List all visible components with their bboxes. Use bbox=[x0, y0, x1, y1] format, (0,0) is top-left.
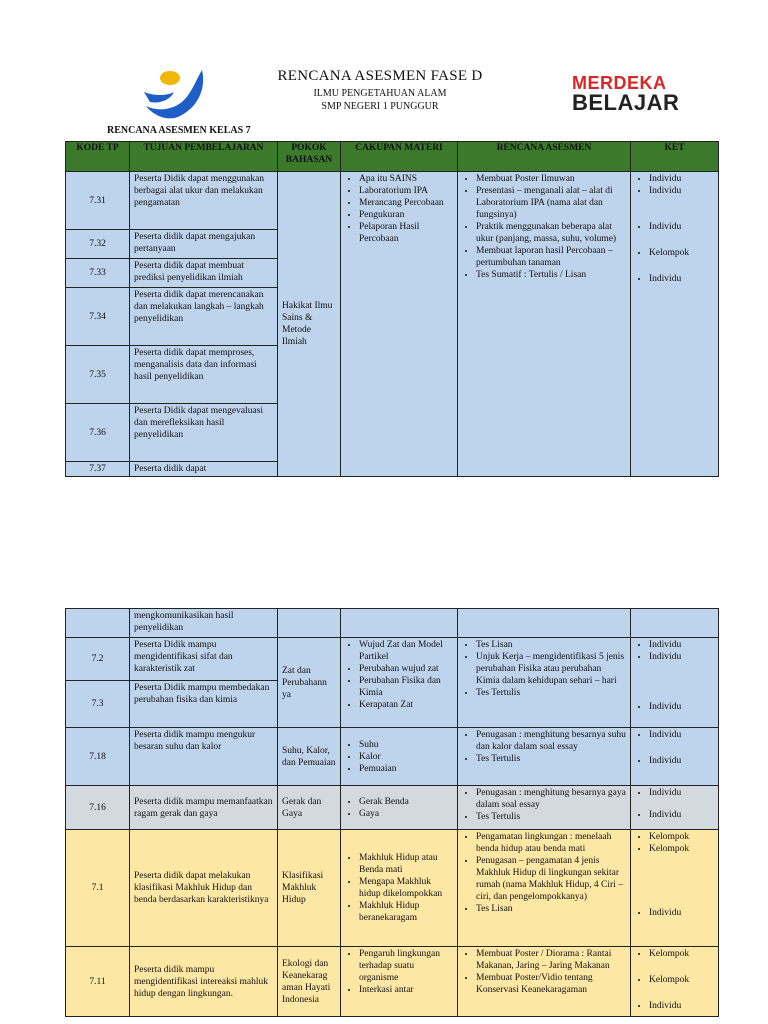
list-item: • Penugasan : menghitung besarnya suhu dan kalor dalam soal essay bbox=[476, 729, 626, 753]
list-item: • Individu bbox=[649, 809, 714, 821]
table-row bbox=[66, 609, 719, 638]
pokok-cell: Suhu, Kalor, dan Pemuaian bbox=[278, 728, 341, 786]
kode-cell: 7.32 bbox=[66, 230, 130, 259]
ket-cell bbox=[631, 172, 719, 477]
list-item: • Kelompok bbox=[649, 974, 714, 986]
list-item: • Laboratorium IPA bbox=[359, 185, 453, 197]
cakupan-cell bbox=[341, 947, 458, 1017]
list-item: • Individu bbox=[649, 185, 714, 197]
list-item: • Pengukuran bbox=[359, 209, 453, 221]
list-item: • Merancang Percobaan bbox=[359, 197, 453, 209]
list-item: • Kelompok bbox=[649, 843, 714, 855]
tujuan-cell: Peserta Didik mampu membedakan perubahan fisika dan kimia bbox=[130, 681, 278, 728]
rencana-cell bbox=[458, 786, 631, 830]
list-item: • Pelaporan Hasil Percobaan bbox=[359, 221, 453, 245]
kode-cell: 7.35 bbox=[66, 346, 130, 404]
list-item: • Individu bbox=[649, 755, 714, 767]
tujuan-cell: Peserta didik dapat membuat prediksi penyelidikan ilmiah bbox=[130, 259, 278, 288]
col-header-tujuan: TUJUAN PEMBELAJARAN bbox=[130, 142, 278, 172]
list-item: • Individu bbox=[649, 173, 714, 185]
kode-cell: 7.31 bbox=[66, 172, 130, 230]
table-row bbox=[66, 638, 719, 681]
list-item: • Tes Lisan bbox=[476, 903, 626, 915]
list-item: • Praktik menggunakan beberapa alat ukur (panjang, massa, suhu, volume) bbox=[476, 221, 626, 245]
tujuan-cell: Peserta didik dapat bbox=[130, 462, 278, 477]
pokok-cell: Gerak dan Gaya bbox=[278, 786, 341, 830]
kode-cell: 7.36 bbox=[66, 404, 130, 462]
list-item: • Tes Lisan bbox=[476, 639, 626, 651]
brand-line1: MERDEKA bbox=[572, 73, 667, 93]
ket-cell bbox=[631, 638, 719, 728]
ket-cell bbox=[631, 830, 719, 947]
tujuan-cell: Peserta Didik dapat mengevaluasi dan merefleksikan hasil penyelidikan bbox=[130, 404, 278, 462]
list-item: • Pengaruh lingkungan terhadap suatu organisme bbox=[359, 948, 453, 984]
rencana-cell bbox=[458, 830, 631, 947]
list-item: • Individu bbox=[649, 221, 714, 233]
list-item: • Tes Tertulis bbox=[476, 753, 626, 765]
kode-cell: 7.2 bbox=[66, 638, 130, 681]
list-item: • Perubahan wujud zat bbox=[359, 663, 453, 675]
tujuan-cell: Peserta didik mampu memanfaatkan ragam gerak dan gaya bbox=[130, 786, 278, 830]
page-title: RENCANA ASESMEN FASE D bbox=[277, 68, 483, 84]
list-item: • Kelompok bbox=[649, 247, 714, 259]
list-item: • Gerak Benda bbox=[359, 796, 453, 808]
tujuan-cell: Peserta Didik mampu mengidentifikasi sifat dan karakteristik zat bbox=[130, 638, 278, 681]
kode-cell: 7.34 bbox=[66, 288, 130, 346]
list-item: • Makhluk Hidup atau Benda mati bbox=[359, 852, 453, 876]
list-item: • Individu bbox=[649, 639, 714, 651]
list-item: • Tes Sumatif : Tertulis / Lisan bbox=[476, 269, 626, 281]
list-item: • Tes Tertulis bbox=[476, 811, 626, 823]
tujuan-cell: Peserta didik mampu mengidentifikasi intereaksi mahluk hidup dengan lingkungan. bbox=[130, 947, 278, 1017]
kode-cell: 7.33 bbox=[66, 259, 130, 288]
pokok-cell: Klasifikasi Makhluk Hidup bbox=[278, 830, 341, 947]
tujuan-cell: Peserta didik mampu mengukur besaran suhu dan kalor bbox=[130, 728, 278, 786]
kode-cell: 7.37 bbox=[66, 462, 130, 477]
list-item: • Gaya bbox=[359, 808, 453, 820]
pokok-cell: Ekologi dan Keanekarag aman Hayati Indonesia bbox=[278, 947, 341, 1017]
tujuan-cell: Peserta didik dapat melakukan klasifikasi Makhluk Hidup dan benda berdasarkan karakteristiknya bbox=[130, 830, 278, 947]
list-item: • Individu bbox=[649, 787, 714, 799]
tujuan-cell: mengkomunikasikan hasil penyelidikan bbox=[130, 609, 278, 638]
list-item: • Presentasi – menganali alat – alat di Laboratorium IPA (nama alat dan fungsinya) bbox=[476, 185, 626, 221]
rencana-cell bbox=[458, 172, 631, 477]
kode-cell: 7.3 bbox=[66, 681, 130, 728]
subject-title: ILMU PENGETAHUAN ALAM bbox=[313, 88, 447, 99]
list-item: • Kerapatan Zat bbox=[359, 699, 453, 711]
school-title: SMP NEGERI 1 PUNGGUR bbox=[321, 101, 439, 112]
class-label: RENCANA ASESMEN KELAS 7 bbox=[107, 125, 251, 136]
assessment-table-2 bbox=[65, 608, 719, 1017]
list-item: • Makhluk Hidup beranekaragam bbox=[359, 900, 453, 924]
col-header-pokok: POKOK BAHASAN bbox=[278, 142, 341, 172]
kode-cell: 7.18 bbox=[66, 728, 130, 786]
list-item: • Tes Tertulis bbox=[476, 687, 626, 699]
col-header-rencana: RENCANA ASESMEN bbox=[458, 142, 631, 172]
cakupan-cell bbox=[341, 728, 458, 786]
list-item: • Suhu bbox=[359, 739, 453, 751]
kode-cell: 7.11 bbox=[66, 947, 130, 1017]
rencana-cell bbox=[458, 638, 631, 728]
tujuan-cell: Peserta didik dapat merencanakan dan melakukan langkah – langkah penyelidikan bbox=[130, 288, 278, 346]
list-item: • Membuat Poster / Diorama : Rantai Makanan, Jaring – Jaring Makanan bbox=[476, 948, 626, 972]
list-item: • Kelompok bbox=[649, 831, 714, 843]
list-item: • Wujud Zat dan Model Partikel bbox=[359, 639, 453, 663]
ket-cell bbox=[631, 947, 719, 1017]
list-item: • Penugasan – pengamatan 4 jenis Makhluk Hidup di lingkungan sekitar rumah (nama Makhluk Hidup, 4 Ciri – ciri, dan pengelompokkanya) bbox=[476, 855, 626, 903]
table-row bbox=[66, 830, 719, 947]
cakupan-cell bbox=[341, 830, 458, 947]
brand-line2: BELAJAR bbox=[572, 90, 680, 115]
kode-cell: 7.1 bbox=[66, 830, 130, 947]
tujuan-cell: Peserta Didik dapat menggunakan berbagai alat ukur dan melakukan pengamatan bbox=[130, 172, 278, 230]
table-row bbox=[66, 728, 719, 786]
list-item: • Interkasi antar bbox=[359, 984, 453, 996]
tut-wuri-logo bbox=[140, 66, 210, 128]
list-item: • Individu bbox=[649, 701, 714, 713]
tujuan-cell: Peserta didik dapat memproses, menganalisis data dan informasi hasil penyelidikan bbox=[130, 346, 278, 404]
col-header-cakupan: CAKUPAN MATERI bbox=[341, 142, 458, 172]
col-header-ket: KET bbox=[631, 142, 719, 172]
list-item: • Unjuk Kerja – mengidentifikasi 5 jenis perubahan Fisika atau perubahan Kimia dalam kehidupan sehari – hari bbox=[476, 651, 626, 687]
list-item: • Individu bbox=[649, 907, 714, 919]
list-item: • Pemuaian bbox=[359, 763, 453, 775]
list-item: • Kelompok bbox=[649, 948, 714, 960]
cakupan-cell bbox=[341, 172, 458, 477]
cakupan-cell bbox=[341, 786, 458, 830]
col-header-kode: KODE TP bbox=[66, 142, 130, 172]
list-item: • Individu bbox=[649, 273, 714, 285]
ket-cell bbox=[631, 728, 719, 786]
kode-cell: 7.16 bbox=[66, 786, 130, 830]
list-item: • Apa itu SAINS bbox=[359, 173, 453, 185]
list-item: • Membuat Poster/Vidio tentang Konservasi Keanekaragaman bbox=[476, 972, 626, 996]
cakupan-cell bbox=[341, 638, 458, 728]
list-item: • Individu bbox=[649, 1000, 714, 1012]
merdeka-belajar-logo bbox=[572, 73, 680, 115]
pokok-cell: Hakikat Ilmu Sains & Metode Ilmiah bbox=[278, 172, 341, 477]
list-item: • Individu bbox=[649, 651, 714, 663]
table-row bbox=[66, 786, 719, 830]
tujuan-cell: Peserta didik dapat mengajukan pertanyaan bbox=[130, 230, 278, 259]
table-row bbox=[66, 172, 719, 230]
rencana-cell bbox=[458, 728, 631, 786]
list-item: • Penugasan : menghitung besarnya gaya dalam soal essay bbox=[476, 787, 626, 811]
table-row bbox=[66, 947, 719, 1017]
list-item: • Pengamatan lingkungan : menelaah benda hidup atau benda mati bbox=[476, 831, 626, 855]
ket-cell bbox=[631, 786, 719, 830]
list-item: • Individu bbox=[649, 729, 714, 741]
assessment-table-1 bbox=[65, 141, 719, 477]
list-item: • Membuat laporan hasil Percobaan – pertumbuhan tanaman bbox=[476, 245, 626, 269]
list-item: • Perubahan Fisika dan Kimia bbox=[359, 675, 453, 699]
pokok-cell: Zat dan Perubahann ya bbox=[278, 638, 341, 728]
list-item: • Mengapa Makhluk hidup dikelompokkan bbox=[359, 876, 453, 900]
list-item: • Kalor bbox=[359, 751, 453, 763]
list-item: • Membuat Poster Ilmuwan bbox=[476, 173, 626, 185]
rencana-cell bbox=[458, 947, 631, 1017]
